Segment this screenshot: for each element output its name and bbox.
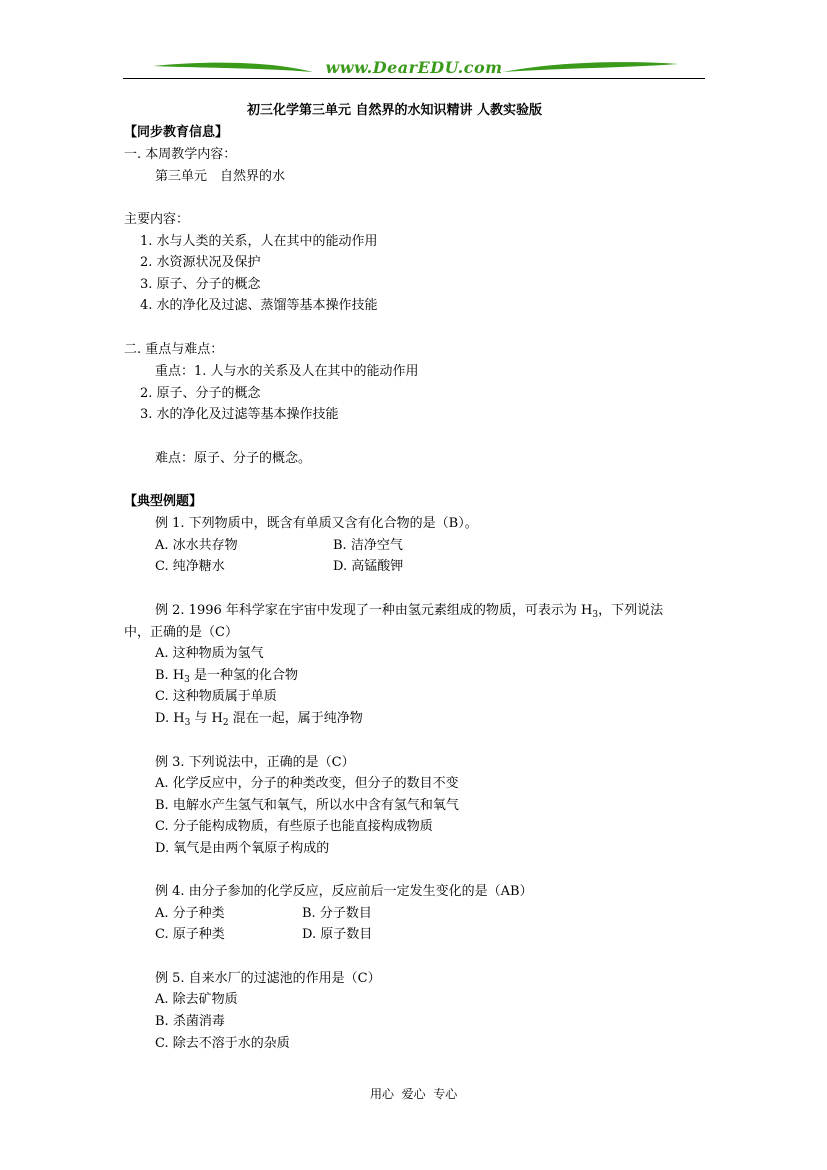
example-3-option-c: C. 分子能构成物质，有些原子也能直接构成物质 — [155, 819, 433, 834]
section-heading-sync: 【同步教育信息】 — [124, 125, 229, 140]
example-1-option-a: A. 冰水共存物 — [155, 538, 238, 553]
example-3-option-d: D. 氧气是由两个氧原子构成的 — [155, 841, 330, 856]
example-2-question-line1: 例 2. 1996 年科学家在宇宙中发现了一种由氢元素组成的物质，可表示为 $H_3$，下列说法 — [155, 603, 664, 620]
example-1-option-c: C. 纯净糖水 — [155, 559, 225, 574]
example-4-question: 例 4. 由分子参加的化学反应，反应前后一定发生变化的是（AB） — [155, 884, 533, 899]
example-4-option-a: A. 分子种类 — [155, 906, 225, 921]
main-item-2: 2. 水资源状况及保护 — [140, 255, 261, 270]
unit-name: 第三单元 自然界的水 — [155, 169, 286, 184]
weekly-content-heading: 一. 本周教学内容： — [124, 147, 237, 162]
site-logo-text[interactable]: www.DearEDU.com — [325, 58, 503, 77]
main-item-4: 4. 水的净化及过滤、蒸馏等基本操作技能 — [140, 298, 378, 313]
example-3-option-b: B. 电解水产生氢气和氧气，所以水中含有氢气和氧气 — [155, 798, 459, 813]
example-4-option-b: B. 分子数目 — [302, 906, 372, 921]
example-2-option-b: B. $H_3$ 是一种氢的化合物 — [155, 668, 299, 685]
difficult-point: 难点：原子、分子的概念。 — [155, 451, 312, 466]
page-footer: 用心 爱心 专心 — [370, 1087, 458, 1101]
example-1-option-b: B. 洁净空气 — [333, 538, 403, 553]
example-5-question: 例 5. 自来水厂的过滤池的作用是（C） — [155, 971, 381, 986]
example-4-option-c: C. 原子种类 — [155, 927, 225, 942]
example-2-option-d: D. $H_3$ 与 $H_2$ 混在一起，属于纯净物 — [155, 711, 363, 728]
main-content-heading: 主要内容： — [124, 212, 190, 227]
header-rule — [123, 78, 705, 79]
example-3-option-a: A. 化学反应中，分子的种类改变，但分子的数目不变 — [155, 776, 459, 791]
example-5-option-b: B. 杀菌消毒 — [155, 1014, 225, 1029]
key-difficult-heading: 二. 重点与难点： — [124, 342, 224, 357]
key-point-2: 2. 原子、分子的概念 — [140, 386, 261, 401]
example-1-question: 例 1. 下列物质中，既含有单质又含有化合物的是（B）。 — [155, 516, 478, 531]
example-2-question-line2: 中，正确的是（C） — [124, 625, 238, 640]
section-heading-examples: 【典型例题】 — [124, 494, 203, 509]
example-4-option-d: D. 原子数目 — [302, 927, 373, 942]
page-title: 初三化学第三单元 自然界的水知识精讲 人教实验版 — [247, 103, 543, 118]
key-point-1: 重点：1. 人与水的关系及人在其中的能动作用 — [155, 364, 419, 379]
example-2-option-c: C. 这种物质属于单质 — [155, 689, 277, 704]
key-point-3: 3. 水的净化及过滤等基本操作技能 — [140, 407, 339, 422]
main-item-3: 3. 原子、分子的概念 — [140, 277, 261, 292]
header-banner — [123, 56, 705, 84]
example-3-question: 例 3. 下列说法中，正确的是（C） — [155, 755, 355, 770]
example-5-option-a: A. 除去矿物质 — [155, 992, 238, 1007]
example-5-option-c: C. 除去不溶于水的杂质 — [155, 1036, 290, 1051]
main-item-1: 1. 水与人类的关系，人在其中的能动作用 — [140, 234, 378, 249]
example-2-option-a: A. 这种物质为氢气 — [155, 646, 264, 661]
example-1-option-d: D. 高锰酸钾 — [333, 559, 404, 574]
